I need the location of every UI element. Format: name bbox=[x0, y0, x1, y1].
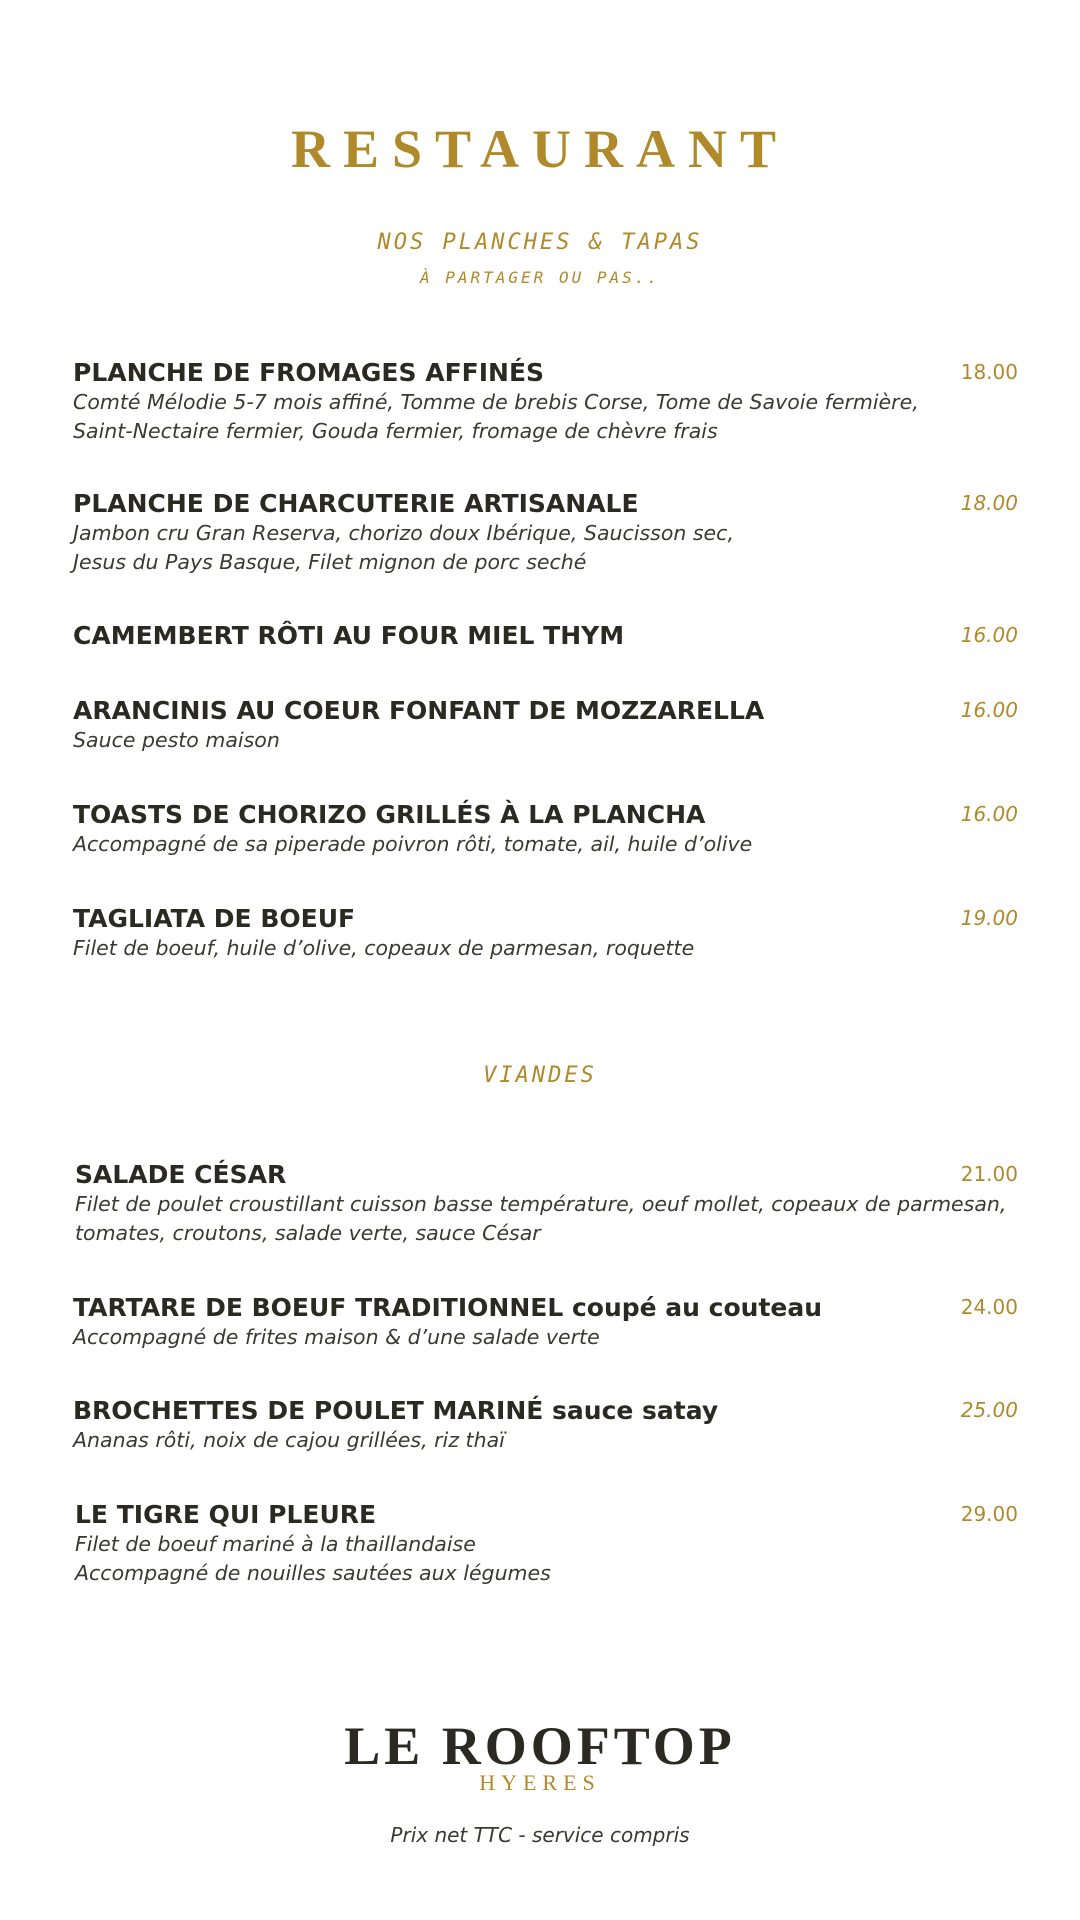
menu-item-price: 16.00 bbox=[960, 698, 1018, 722]
menu-item-description: Comté Mélodie 5-7 mois affiné, Tomme de brebis Corse, Tome de Savoie fermière, bbox=[73, 390, 919, 414]
menu-item-name: TOASTS DE CHORIZO GRILLÉS À LA PLANCHA bbox=[73, 800, 706, 829]
menu-item bbox=[73, 621, 1018, 651]
menu-item bbox=[73, 800, 1018, 859]
menu-item-price: 18.00 bbox=[960, 491, 1018, 515]
menu-item bbox=[73, 1293, 1018, 1352]
menu-item bbox=[73, 696, 1018, 755]
menu-item-name: LE TIGRE QUI PLEURE bbox=[75, 1500, 377, 1529]
price-note: Prix net TTC - service compris bbox=[390, 1823, 690, 1847]
menu-item-price: 18.00 bbox=[960, 360, 1018, 384]
menu-item-description: Ananas rôti, noix de cajou grillées, riz thaï bbox=[73, 1428, 505, 1452]
section-title-tapas: NOS PLANCHES & TAPAS bbox=[377, 230, 703, 255]
menu-item-name: ARANCINIS AU COEUR FONFANT DE MOZZARELLA bbox=[73, 696, 765, 725]
menu-item-description: Filet de poulet croustillant cuisson basse température, oeuf mollet, copeaux de parmesan, bbox=[75, 1192, 1007, 1216]
section-subtitle-tapas: À PARTAGER OU PAS.. bbox=[419, 268, 661, 287]
menu-item-price: 16.00 bbox=[960, 802, 1018, 826]
menu-item-description: Jesus du Pays Basque, Filet mignon de porc seché bbox=[73, 550, 587, 574]
menu-item bbox=[73, 489, 1018, 577]
menu-item-price: 24.00 bbox=[960, 1295, 1018, 1319]
menu-item bbox=[73, 904, 1018, 963]
page-title: RESTAURANT bbox=[290, 119, 790, 179]
menu-item-name: CAMEMBERT RÔTI AU FOUR MIEL THYM bbox=[73, 621, 625, 650]
menu-item bbox=[73, 1396, 1018, 1455]
menu-item-description: Filet de boeuf, huile d’olive, copeaux de parmesan, roquette bbox=[73, 936, 695, 960]
menu-item-price: 25.00 bbox=[960, 1398, 1018, 1422]
menu-item-name: PLANCHE DE CHARCUTERIE ARTISANALE bbox=[73, 489, 639, 518]
menu-item-description: Sauce pesto maison bbox=[73, 728, 280, 752]
menu-item-price: 16.00 bbox=[960, 623, 1018, 647]
menu-item-name: PLANCHE DE FROMAGES AFFINÉS bbox=[73, 358, 545, 387]
menu-item-name: TARTARE DE BOEUF TRADITIONNEL coupé au couteau bbox=[73, 1293, 823, 1322]
section-title-viandes: VIANDES bbox=[483, 1063, 597, 1088]
menu-item bbox=[75, 1160, 1018, 1248]
menu-item-description: tomates, croutons, salade verte, sauce César bbox=[75, 1221, 541, 1245]
menu-item-name: BROCHETTES DE POULET MARINÉ sauce satay bbox=[73, 1396, 719, 1425]
menu-item-description: Saint-Nectaire fermier, Gouda fermier, fromage de chèvre frais bbox=[73, 419, 718, 443]
menu-item bbox=[73, 358, 1018, 446]
menu-item bbox=[75, 1500, 1018, 1588]
brand-city: HYERES bbox=[479, 1770, 601, 1795]
brand-logo: LE ROOFTOP bbox=[344, 1716, 736, 1776]
menu-item-price: 29.00 bbox=[960, 1502, 1018, 1526]
menu-item-description: Accompagné de nouilles sautées aux légumes bbox=[75, 1561, 551, 1585]
menu-item-price: 19.00 bbox=[960, 906, 1018, 930]
menu-item-price: 21.00 bbox=[960, 1162, 1018, 1186]
menu-item-description: Filet de boeuf mariné à la thaillandaise bbox=[75, 1532, 476, 1556]
menu-item-description: Accompagné de sa piperade poivron rôti, tomate, ail, huile d’olive bbox=[73, 832, 753, 856]
menu-item-description: Jambon cru Gran Reserva, chorizo doux Ibérique, Saucisson sec, bbox=[73, 521, 734, 545]
menu-item-name: SALADE CÉSAR bbox=[75, 1160, 287, 1189]
menu-item-name: TAGLIATA DE BOEUF bbox=[73, 904, 356, 933]
menu-item-description: Accompagné de frites maison & d’une salade verte bbox=[73, 1325, 600, 1349]
